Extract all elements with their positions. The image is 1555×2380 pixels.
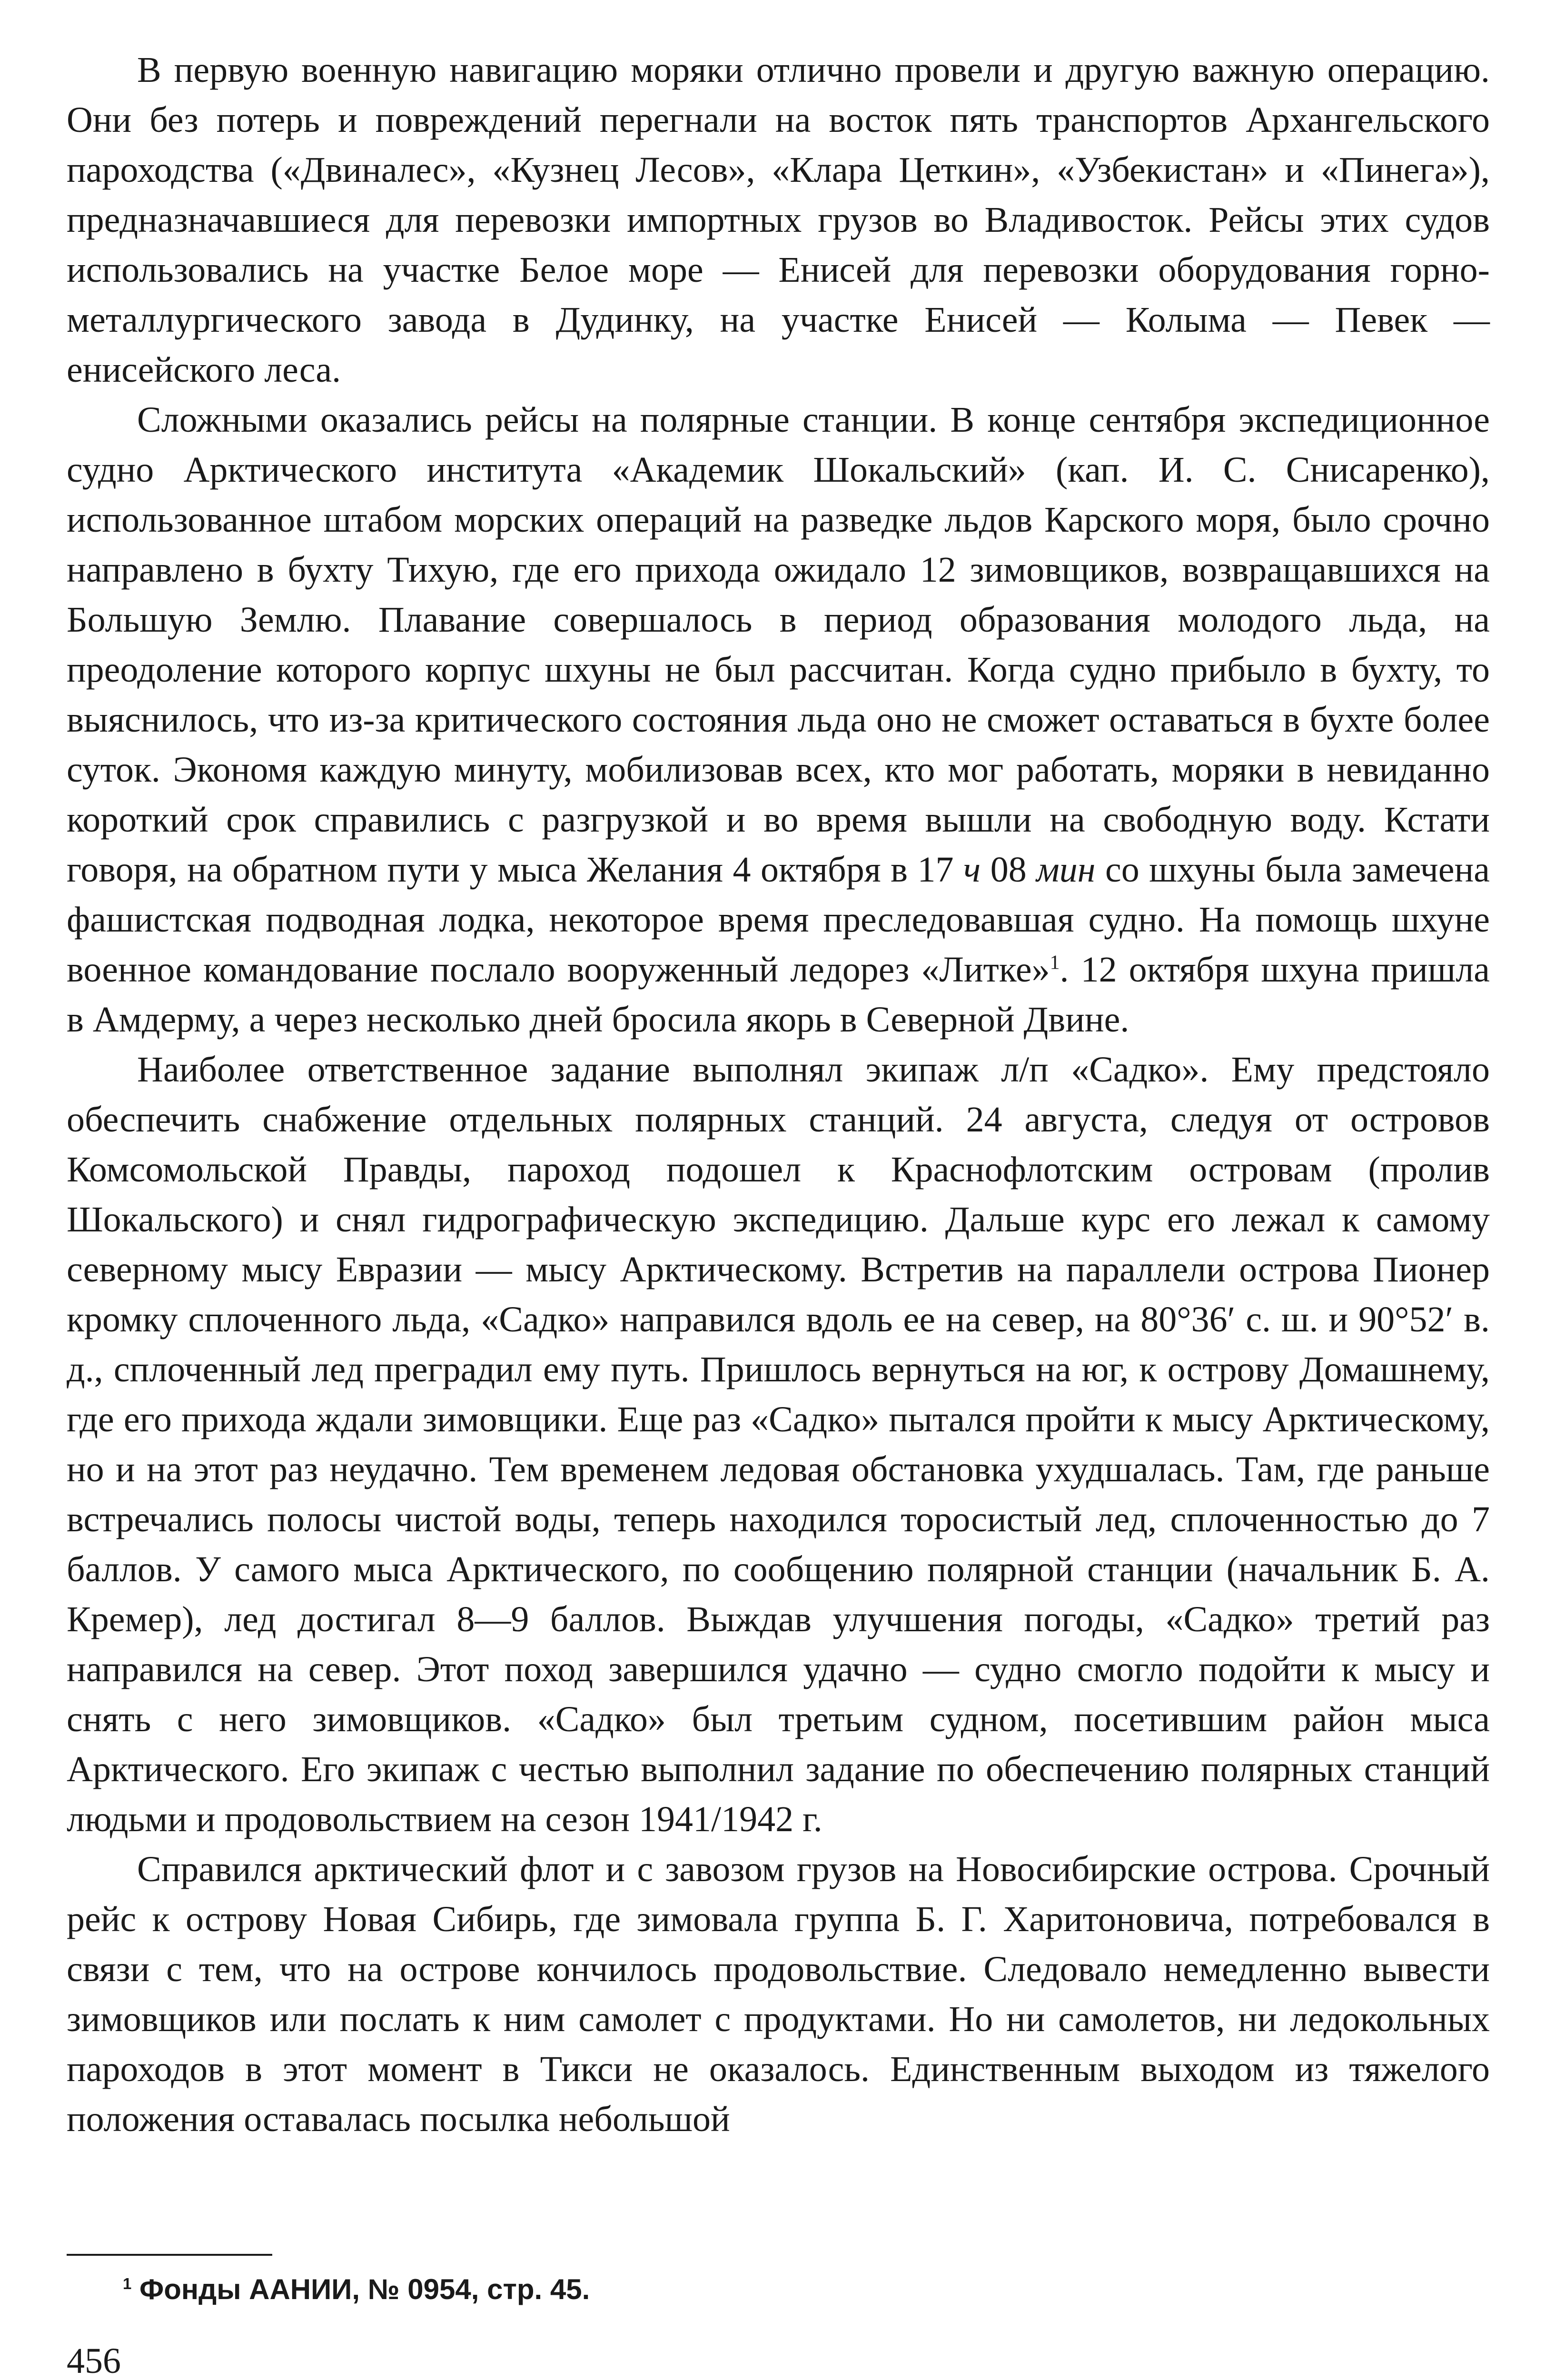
paragraph-shokalsky-text-4: . 12 октября шхуна пришла в Амдерму, а через несколько дней бросила якорь в Северной Двине. [67, 950, 1490, 1040]
footnote-reference: 1 [1050, 952, 1060, 974]
paragraph-shokalsky-text-1: Сложными оказались рейсы на полярные станции. В конце сентября экспедиционное судно Арктического института «Академик Шокальский» (кап. И. С. Снисаренко), использованное штабом морских операций на разведке льдов Карского моря, было срочно направлено в бухту Тихую, где его прихода ожидало 12 зимовщиков, возвращавшихся на Большую Землю. Плавание совершалось в период образования молодого льда, на преодоление которого корпус шхуны не был рассчитан. Когда судно прибыло в бухту, то выяснилось, что из-за критического состояния льда оно не сможет оставаться в бухте более суток. Экономя каждую минуту, мобилизовав всех, кто мог работать, моряки в невиданно короткий срок справились с разгрузкой и во время вышли на свободную воду. Кстати говоря, на обратном пути у мыса Желания 4 октября в 17 [67, 400, 1490, 890]
paragraph-shokalsky-text-3: со шхуны была замечена фашистская подводная лодка, некоторое время преследовавшая судно. На помощь шхуне военное командование послало вооруженный ледорез «Литке» [67, 850, 1490, 990]
unit-hours: ч [963, 850, 981, 890]
paragraph-convoy: В первую военную навигацию моряки отлично провели и другую важную операцию. Они без потерь и повреждений перегнали на восток пять транспортов Архангельского пароходства («Двиналес», «Кузнец Лесов», «Клара Цеткин», «Узбекистан» и «Пинега»), предназначавшиеся для перевозки импортных грузов во Владивосток. Рейсы этих судов использовались на участке Белое море — Енисей для перевозки оборудования горно-металлургического завода в Дудинку, на участке Енисей — Колыма — Певек — енисейского леса. [67, 50, 1490, 390]
paragraph-shokalsky [67, 395, 1490, 1045]
unit-minutes: мин [1036, 850, 1096, 890]
footnote-marker: 1 [123, 2275, 132, 2292]
paragraph-sadko: Наиболее ответственное задание выполнял экипаж л/п «Садко». Ему предстояло обеспечить снабжение отдельных полярных станций. 24 августа, следуя от островов Комсомольской Правды, пароход подошел к Краснофлотским островам (пролив Шокальского) и снял гидрографическую экспедицию. Дальше курс его лежал к самому северному мысу Евразии — мысу Арктическому. Встретив на параллели острова Пионер кромку сплоченного льда, «Садко» направился вдоль ее на север, на 80°36′ с. ш. и 90°52′ в. д., сплоченный лед преградил ему путь. Пришлось вернуться на юг, к острову Домашнему, где его прихода ждали зимовщики. Еще раз «Садко» пытался пройти к мысу Арктическому, но и на этот раз неудачно. Тем временем ледовая обстановка ухудшалась. Там, где раньше встречались полосы чистой воды, теперь находился торосистый лед, сплоченностью до 7 баллов. У самого мыса Арктического, по сообщению полярной станции (начальник Б. А. Кремер), лед достигал 8—9 баллов. Выждав улучшения погоды, «Садко» третий раз направился на север. Этот поход завершился удачно — судно смогло подойти к мысу и снять с него зимовщиков. «Садко» был третьим судном, посетившим район мыса Арктического. Его экипаж с честью выполнил задание по обеспечению полярных станций людьми и продовольствием на сезон 1941/1942 г. [67, 1050, 1490, 1839]
footnote [123, 2271, 590, 2309]
paragraph-new-siberia: Справился арктический флот и с завозом грузов на Новосибирские острова. Срочный рейс к острову Новая Сибирь, где зимовала группа Б. Г. Харитоновича, потребовался в связи с тем, что на острове кончилось продовольствие. Следовало немедленно вывести зимовщиков или послать к ним самолет с продуктами. Но ни самолетов, ни ледокольных пароходов в этот момент в Тикси не оказалось. Единственным выходом из тяжелого положения оставалась посылка небольшой [67, 1849, 1490, 2139]
footnote-divider [67, 2254, 272, 2256]
paragraph-shokalsky-text-2: 08 [981, 850, 1037, 890]
page-body [67, 45, 1490, 2144]
page-number: 456 [67, 2341, 121, 2380]
footnote-text: Фонды ААНИИ, № 0954, стр. 45. [139, 2273, 590, 2305]
